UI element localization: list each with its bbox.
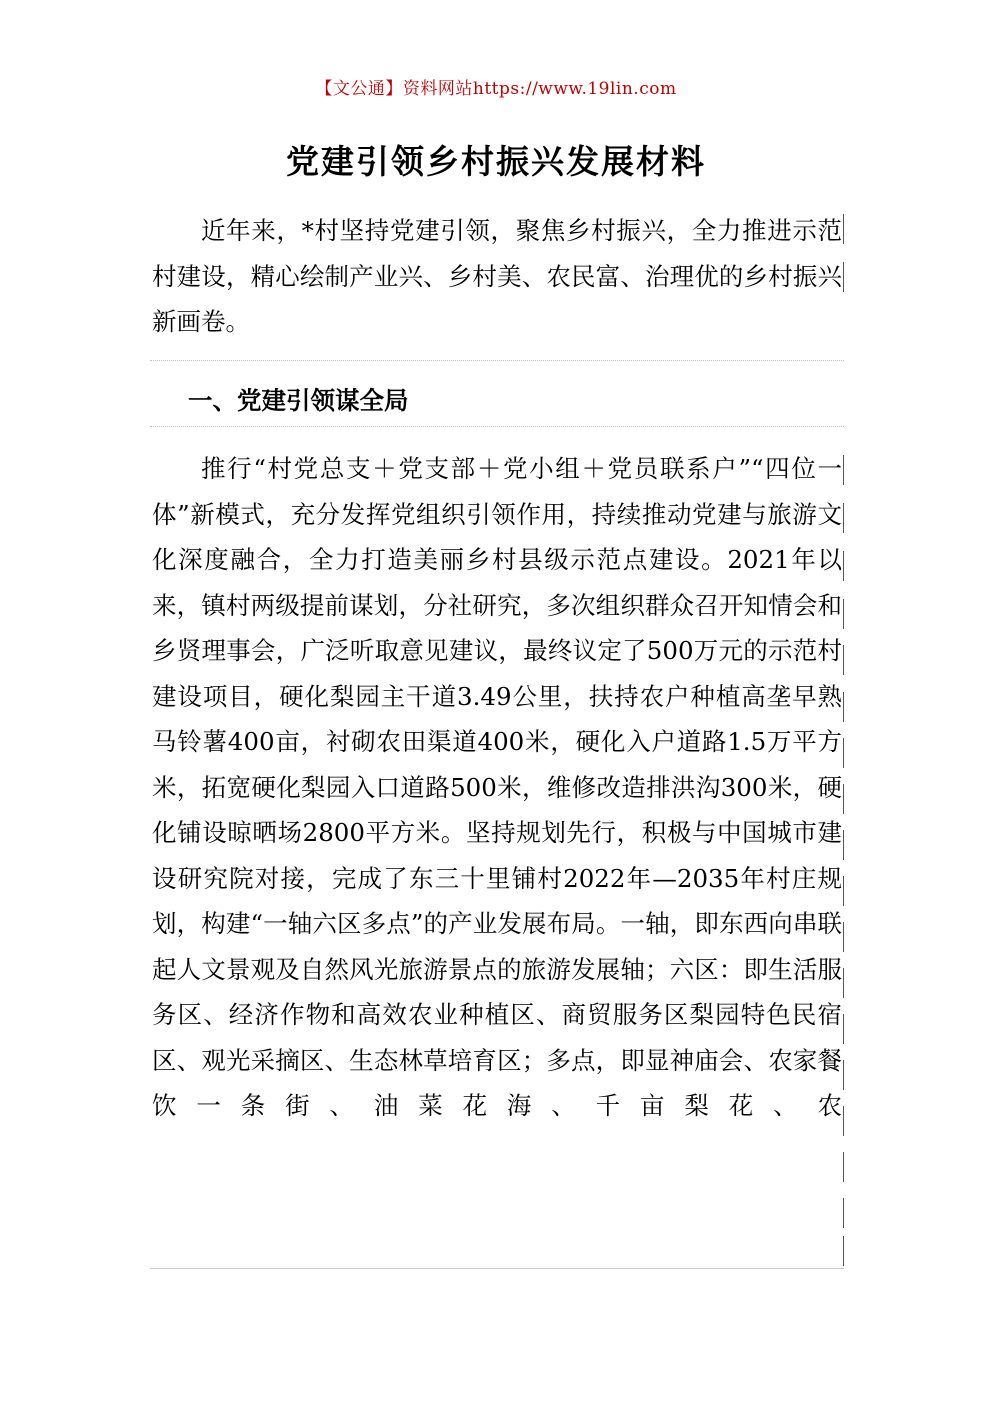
margin-mark bbox=[843, 214, 844, 244]
margin-mark bbox=[843, 262, 844, 292]
intro-paragraph: 近年来，*村坚持党建引领，聚焦乡村振兴，全力推进示范村建设，精心绘制产业兴、乡村美、农民富、治理优的乡村振兴新画卷。 bbox=[152, 216, 842, 336]
margin-mark bbox=[843, 784, 844, 814]
site-header-text: 【文公通】资料网站https://www.19lin.com bbox=[315, 79, 677, 99]
margin-mark bbox=[843, 1060, 844, 1090]
section-divider bbox=[150, 360, 844, 361]
body-paragraph: 推行“村党总支＋党支部＋党小组＋党员联系户”“四位一体”新模式，充分发挥党组织引领作用，持续推动党建与旅游文化深度融合，全力打造美丽乡村县级示范点建设。2021年以来，镇村两级提前谋划，分社研究，多次组织群众召开知情会和乡贤理事会，广泛听取意见建议，最终议定了500万元的示范村建设项目，硬化梨园主干道3.49公里，扶持农户种植高垄早熟马铃薯400亩，衬砌农田渠道400米，硬化入户道路1.5万平方米，拓宽硬化梨园入口道路500米，维修改造排洪沟300米，硬化铺设晾晒场2800平方米。坚持规划先行，积极与中国城市建设研究院对接，完成了东三十里铺村2022年—2035年村庄规划，构建“一轴六区多点”的产业发展布局。一轴，即东西向串联起人文景观及自然风光旅游景点的旅游发展轴；六区：即生活服务区、经济作物和高效农业种植区、商贸服务区梨园特色民宿区、观光采摘区、生态林草培育区；多点，即显神庙会、农家餐饮一条街、油菜花海、千亩梨花、农 bbox=[152, 454, 842, 1120]
margin-mark bbox=[843, 738, 844, 768]
margin-mark bbox=[843, 830, 844, 860]
margin-mark bbox=[843, 1014, 844, 1044]
margin-mark bbox=[843, 1198, 844, 1228]
document-title: 党建引领乡村振兴发展材料 bbox=[286, 142, 706, 181]
margin-mark bbox=[843, 968, 844, 998]
margin-mark bbox=[843, 551, 844, 581]
margin-mark bbox=[843, 645, 844, 675]
intro-paragraph-block bbox=[152, 208, 842, 345]
margin-mark bbox=[843, 455, 844, 485]
margin-mark bbox=[843, 503, 844, 533]
margin-mark bbox=[843, 692, 844, 722]
section-heading: 一、党建引领谋全局 bbox=[188, 386, 409, 415]
margin-mark bbox=[843, 1152, 844, 1182]
page-bottom-rule bbox=[150, 1268, 844, 1269]
margin-mark bbox=[843, 922, 844, 952]
margin-mark bbox=[843, 1106, 844, 1136]
margin-mark bbox=[843, 599, 844, 629]
section-divider bbox=[150, 426, 844, 427]
margin-mark bbox=[843, 876, 844, 906]
margin-mark bbox=[843, 1236, 844, 1266]
body-paragraph-block bbox=[152, 446, 842, 1129]
